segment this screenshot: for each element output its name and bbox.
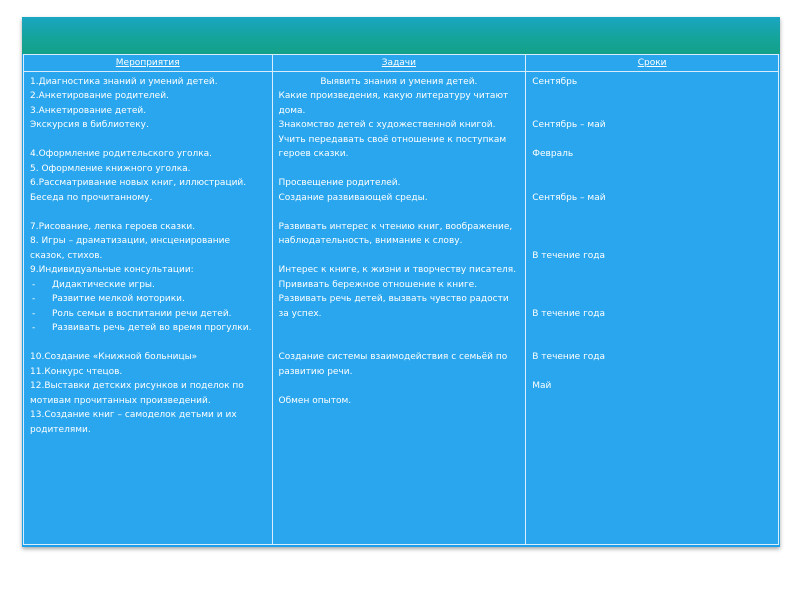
header-events	[24, 55, 273, 72]
event-line: 9.Индивидуальные консультации:	[30, 265, 194, 275]
consultation-item	[30, 307, 266, 322]
consultation-item	[30, 278, 266, 293]
term-line: В течение года	[532, 352, 606, 362]
task-line: Интерес к книге, к жизни и творчеству писателя.	[278, 265, 517, 275]
event-line: 11.Конкурс чтецов.	[30, 366, 123, 377]
dash-marker: -	[32, 279, 36, 290]
header-events-label: Мероприятия	[115, 58, 180, 68]
event-line: 10.Создание «Книжной больницы»	[30, 352, 198, 362]
header-tasks	[272, 55, 526, 72]
spacer	[279, 205, 520, 220]
task-line: Создание развивающей среды.	[278, 192, 428, 203]
term-line: Сентябрь – май	[532, 120, 606, 130]
term-line: Сентябрь – май	[532, 192, 606, 203]
dash-marker: -	[32, 323, 36, 333]
event-line: 3.Анкетирование детей.	[30, 105, 147, 116]
spacer	[532, 89, 772, 118]
spacer	[532, 133, 772, 148]
task-line: Развивать интерес к чтению книг, воображение, наблюдательность, внимание к слову.	[278, 221, 513, 246]
event-line: 1.Диагностика знаний и умений детей.	[30, 76, 218, 87]
spacer	[532, 365, 772, 380]
event-line: 8. Игры – драматизации, инсценирование сказок, стихов.	[30, 236, 231, 261]
spacer	[532, 205, 772, 249]
top-band	[22, 17, 780, 54]
tasks-cell	[272, 71, 526, 545]
task-line: Какие произведения, какую литературу читают дома.	[278, 91, 509, 116]
term-line: В течение года	[532, 250, 606, 261]
content-row	[24, 71, 779, 545]
task-line: Просвещение родителей.	[278, 178, 401, 188]
consultation-text: Развивать речь детей во время прогулки.	[52, 323, 252, 333]
header-row	[24, 55, 779, 72]
consultation-text: Развитие мелкой моторики.	[52, 294, 185, 304]
header-terms	[526, 55, 779, 72]
slide-frame	[22, 17, 780, 547]
spacer	[30, 336, 266, 351]
consultation-item	[30, 321, 266, 336]
event-line: Экскурсия в библиотеку.	[30, 120, 149, 130]
consultation-text: Роль семьи в воспитании речи детей.	[52, 308, 232, 319]
header-tasks-label: Задачи	[381, 58, 416, 68]
spacer	[279, 379, 520, 394]
spacer	[279, 162, 520, 177]
dash-marker: -	[32, 308, 36, 319]
task-line: Развивать речь детей, вызвать чувство радости за успех.	[278, 294, 509, 319]
term-line: Февраль	[532, 149, 574, 159]
events-cell	[24, 71, 273, 545]
spacer	[30, 205, 266, 220]
event-line: 7.Рисование, лепка героев сказки.	[30, 221, 196, 232]
spacer	[532, 321, 772, 350]
task-line: Обмен опытом.	[278, 395, 352, 406]
terms-cell	[526, 71, 779, 545]
spacer	[279, 249, 520, 264]
task-line: Выявить знания и умения детей.	[320, 76, 478, 87]
term-line: В течение года	[532, 308, 606, 319]
event-line: 5. Оформление книжного уголка.	[30, 163, 191, 174]
event-line: 13.Создание книг – самоделок детьми и их родителями.	[30, 410, 237, 435]
task-line: Создание системы взаимодействия с семьёй по развитию речи.	[278, 352, 508, 377]
consultation-text: Дидактические игры.	[52, 279, 155, 290]
event-line: 6.Рассматривание новых книг, иллюстраций. Беседа по прочитанному.	[30, 178, 247, 203]
plan-table	[23, 54, 779, 545]
event-line: 2.Анкетирование родителей.	[30, 91, 169, 101]
event-line: 12.Выставки детских рисунков и поделок по мотивам прочитанных произведений.	[30, 381, 244, 406]
term-line: Сентябрь	[532, 76, 578, 87]
spacer	[279, 321, 520, 350]
dash-marker: -	[32, 294, 36, 304]
task-line: Прививать бережное отношение к книге.	[278, 279, 478, 290]
task-line: Знакомство детей с художественной книгой.	[278, 120, 496, 130]
task-line: Учить передавать своё отношение к поступкам героев сказки.	[278, 134, 507, 159]
consultation-item	[30, 292, 266, 307]
spacer	[532, 162, 772, 191]
header-terms-label: Сроки	[637, 58, 667, 68]
term-line: Май	[532, 381, 552, 391]
event-line: 4.Оформление родительского уголка.	[30, 149, 213, 159]
spacer	[532, 263, 772, 307]
spacer	[30, 133, 266, 148]
